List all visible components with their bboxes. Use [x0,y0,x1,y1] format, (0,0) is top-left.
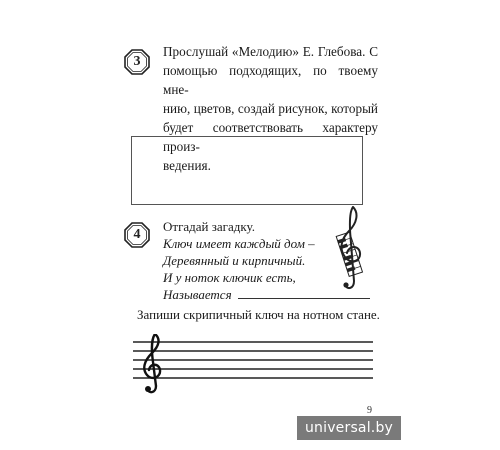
riddle-line: Ключ имеет каждый дом – [163,236,315,251]
page-number: 9 [367,405,372,416]
riddle-line: И у ноток ключик есть, [163,270,296,285]
music-staff[interactable] [133,334,373,394]
task-3-badge [124,49,150,75]
treble-clef-icon [144,334,160,392]
task-3-line: Прослушай «Мелодию» Е. Глебова. С [163,44,378,59]
task-4-badge [124,222,150,248]
task-3-line: нию, цветов, создай рисунок, который [163,101,378,116]
staff-instruction: Запиши скрипичный ключ на нотном стане. [137,307,380,322]
task-3-line: будет соответствовать характеру произ- [163,120,378,154]
treble-clef-with-keyboard-icon [333,203,367,295]
riddle-line: Называется [163,287,232,302]
task-3-line: помощью подходящих, по твоему мне- [163,63,378,97]
riddle-line: Деревянный и кирпичный. [163,253,306,268]
drawing-area-box[interactable] [131,136,363,205]
watermark: universal.by [297,416,401,440]
riddle-intro: Отгадай загадку. [163,219,255,234]
task-4-number: 4 [133,227,141,242]
task-3-number: 3 [133,54,141,69]
task-3-line: ведения. [163,158,211,173]
